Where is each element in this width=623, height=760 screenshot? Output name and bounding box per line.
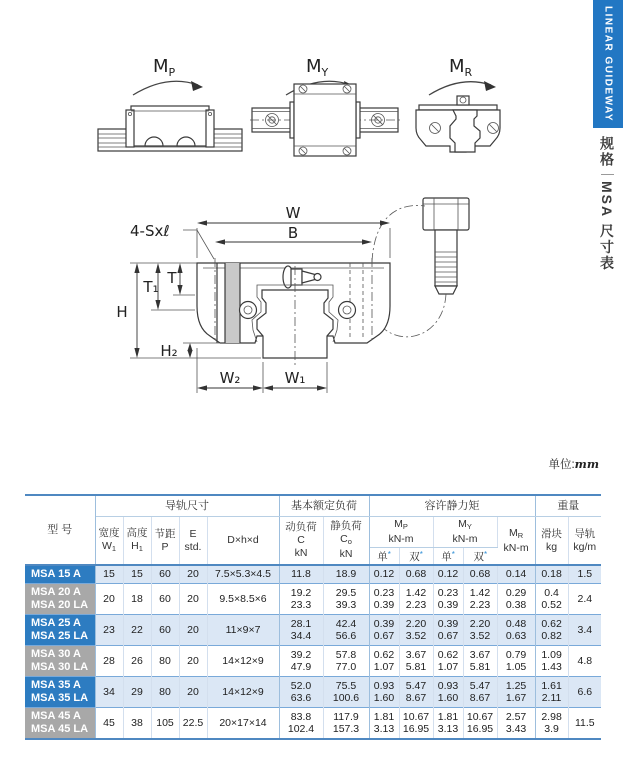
cell-dhd: 9.5×8.5×6 (207, 584, 279, 615)
cell-e: 20 (179, 677, 207, 708)
cell-mass: 2.98 3.9 (535, 708, 568, 740)
dim-label-t1: T₁ (143, 278, 159, 296)
cell-c0: 117.9 157.3 (323, 708, 369, 740)
mp-block-side-view (126, 106, 214, 147)
cell-c: 19.2 23.3 (279, 584, 323, 615)
mr-arrow (429, 82, 491, 95)
cell-my1: 0.39 0.67 (433, 615, 463, 646)
spec-row (25, 677, 601, 708)
cell-c0: 75.5 100.6 (323, 677, 369, 708)
spec-table-body (25, 565, 601, 739)
cell-e: 20 (179, 584, 207, 615)
cell-mp2: 5.47 8.67 (399, 677, 433, 708)
cell-my2: 10.67 16.95 (463, 708, 497, 740)
cell-c: 39.2 47.9 (279, 646, 323, 677)
cell-mr: 0.29 0.38 (497, 584, 535, 615)
model-cell: MSA 20 A MSA 20 LA (25, 584, 95, 615)
dim-label-w1: W₁ (284, 369, 306, 387)
linear-guideway-banner (593, 0, 623, 128)
group-header-static-moment: 容许静力矩 (369, 495, 535, 517)
model-cell: MSA 30 A MSA 30 LA (25, 646, 95, 677)
cell-h1: 26 (123, 646, 151, 677)
cell-railw: 2.4 (568, 584, 601, 615)
col-header-pitch: 节距 P (151, 517, 179, 566)
mp-arrow (133, 81, 198, 95)
cell-e: 22.5 (179, 708, 207, 740)
cell-mp2: 10.67 16.95 (399, 708, 433, 740)
cell-e: 20 (179, 646, 207, 677)
col-header-model: 型 号 (25, 495, 95, 565)
dim-label-t: T (167, 269, 177, 287)
cell-my2: 2.20 3.52 (463, 615, 497, 646)
cell-dhd: 14×12×9 (207, 677, 279, 708)
cell-w1: 34 (95, 677, 123, 708)
cell-my2: 1.42 2.23 (463, 584, 497, 615)
cell-mr: 0.79 1.05 (497, 646, 535, 677)
cell-railw: 1.5 (568, 565, 601, 584)
col-header-e: E std. (179, 517, 207, 566)
cell-mp1: 0.12 (369, 565, 399, 584)
cell-c0: 29.5 39.3 (323, 584, 369, 615)
cell-p: 60 (151, 565, 179, 584)
cell-c: 28.1 34.4 (279, 615, 323, 646)
cell-dhd: 11×9×7 (207, 615, 279, 646)
cell-mass: 0.62 0.82 (535, 615, 568, 646)
model-cell: MSA 15 A (25, 565, 95, 584)
cell-railw: 6.6 (568, 677, 601, 708)
spec-row (25, 615, 601, 646)
cell-my1: 0.93 1.60 (433, 677, 463, 708)
col-header-dhd: D×h×d (207, 517, 279, 566)
col-header-mp: $M_P$ kN-m (369, 517, 433, 548)
cell-p: 60 (151, 584, 179, 615)
group-header-rail-dims: 导轨尺寸 (95, 495, 279, 517)
screw-spec-label: 4-Sxℓ (130, 222, 170, 240)
cell-dhd: 20×17×14 (207, 708, 279, 740)
cell-mp2: 3.67 5.81 (399, 646, 433, 677)
cell-mr: 1.25 1.67 (497, 677, 535, 708)
dim-label-w2: W₂ (219, 369, 241, 387)
spec-table-header (25, 495, 601, 565)
unit-note (548, 456, 599, 472)
cell-h1: 15 (123, 565, 151, 584)
cell-w1: 28 (95, 646, 123, 677)
subsection-label: MSA 尺寸表 (599, 181, 615, 272)
group-header-weight: 重量 (535, 495, 601, 517)
side-section-title (593, 136, 621, 271)
dim-label-h: H (116, 303, 128, 321)
moment-mr-diagram (405, 50, 525, 162)
side-divider (601, 174, 614, 175)
cell-mass: 0.18 (535, 565, 568, 584)
cell-p: 80 (151, 677, 179, 708)
cell-railw: 4.8 (568, 646, 601, 677)
cell-c: 11.8 (279, 565, 323, 584)
moment-mr-label: $M_R$ (449, 56, 473, 79)
dim-label-w: W (285, 204, 301, 222)
cell-my2: 5.47 8.67 (463, 677, 497, 708)
cell-mp1: 0.93 1.60 (369, 677, 399, 708)
cell-w1: 23 (95, 615, 123, 646)
moment-my-label: $M_Y$ (306, 56, 329, 79)
model-cell: MSA 35 A MSA 35 LA (25, 677, 95, 708)
cell-mp1: 0.62 1.07 (369, 646, 399, 677)
cell-c: 52.0 63.6 (279, 677, 323, 708)
cell-dhd: 14×12×9 (207, 646, 279, 677)
model-cell: MSA 25 A MSA 25 LA (25, 615, 95, 646)
cell-c0: 42.4 56.6 (323, 615, 369, 646)
col-header-my-single: 单* (433, 548, 463, 566)
col-header-mr: $M_R$ kN-m (497, 517, 535, 566)
cell-c0: 57.8 77.0 (323, 646, 369, 677)
spec-row (25, 584, 601, 615)
spec-row (25, 565, 601, 584)
cell-h1: 29 (123, 677, 151, 708)
col-header-static-load: 静负荷 $C_o$ kN (323, 517, 369, 566)
mr-block-front-view (416, 96, 500, 152)
group-header-rated-load: 基本额定负荷 (279, 495, 369, 517)
my-block-top-view (290, 84, 360, 156)
spec-row (25, 646, 601, 677)
cell-w1: 45 (95, 708, 123, 740)
spec-table (25, 494, 601, 740)
banner-label: LINEAR GUIDEWAY (602, 5, 614, 123)
cell-mr: 0.14 (497, 565, 535, 584)
cell-p: 105 (151, 708, 179, 740)
col-header-mp-double: 双* (399, 548, 433, 566)
col-header-height: 高度 $H_1$ (123, 517, 151, 566)
cell-h1: 18 (123, 584, 151, 615)
cell-railw: 3.4 (568, 615, 601, 646)
cell-mp2: 0.68 (399, 565, 433, 584)
cell-my1: 0.12 (433, 565, 463, 584)
cell-w1: 20 (95, 584, 123, 615)
col-header-width: 宽度 $W_1$ (95, 517, 123, 566)
cell-e: 20 (179, 565, 207, 584)
section-label: 规格 (599, 136, 615, 168)
cell-w1: 15 (95, 565, 123, 584)
cell-h1: 38 (123, 708, 151, 740)
cell-mass: 1.09 1.43 (535, 646, 568, 677)
col-header-dynamic-load: 动负荷 C kN (279, 517, 323, 566)
cell-railw: 11.5 (568, 708, 601, 740)
col-header-rail-weight: 导轨 kg/m (568, 517, 601, 566)
cell-p: 80 (151, 646, 179, 677)
dim-label-b: B (287, 224, 299, 242)
moment-mp-label: $M_P$ (153, 56, 176, 79)
spec-row (25, 708, 601, 740)
cap-screw (423, 198, 469, 294)
cell-my2: 3.67 5.81 (463, 646, 497, 677)
cell-mr: 0.48 0.63 (497, 615, 535, 646)
model-cell: MSA 45 A MSA 45 LA (25, 708, 95, 740)
cell-e: 20 (179, 615, 207, 646)
cell-mass: 0.4 0.52 (535, 584, 568, 615)
cell-mp1: 1.81 3.13 (369, 708, 399, 740)
cell-mp1: 0.39 0.67 (369, 615, 399, 646)
moment-mp-diagram (95, 50, 245, 162)
unit-note-value: mm (574, 457, 599, 471)
cell-h1: 22 (123, 615, 151, 646)
cell-mass: 1.61 2.11 (535, 677, 568, 708)
col-header-block-weight: 滑块 kg (535, 517, 568, 566)
cell-my1: 1.81 3.13 (433, 708, 463, 740)
moment-my-diagram (250, 48, 400, 190)
unit-note-label: 单位: (548, 459, 575, 471)
col-header-my-double: 双* (463, 548, 497, 566)
dim-label-h2: H₂ (160, 342, 178, 360)
cell-c0: 18.9 (323, 565, 369, 584)
cell-mp1: 0.23 0.39 (369, 584, 399, 615)
cell-p: 60 (151, 615, 179, 646)
col-header-my: $M_Y$ kN-m (433, 517, 497, 548)
dimension-drawing (85, 178, 565, 423)
cell-mr: 2.57 3.43 (497, 708, 535, 740)
cell-mp2: 1.42 2.23 (399, 584, 433, 615)
cell-my1: 0.62 1.07 (433, 646, 463, 677)
leader-curve-top (372, 205, 425, 262)
cell-my1: 0.23 0.39 (433, 584, 463, 615)
col-header-mp-single: 单* (369, 548, 399, 566)
cell-dhd: 7.5×5.3×4.5 (207, 565, 279, 584)
cell-my2: 0.68 (463, 565, 497, 584)
cell-c: 83.8 102.4 (279, 708, 323, 740)
cell-mp2: 2.20 3.52 (399, 615, 433, 646)
